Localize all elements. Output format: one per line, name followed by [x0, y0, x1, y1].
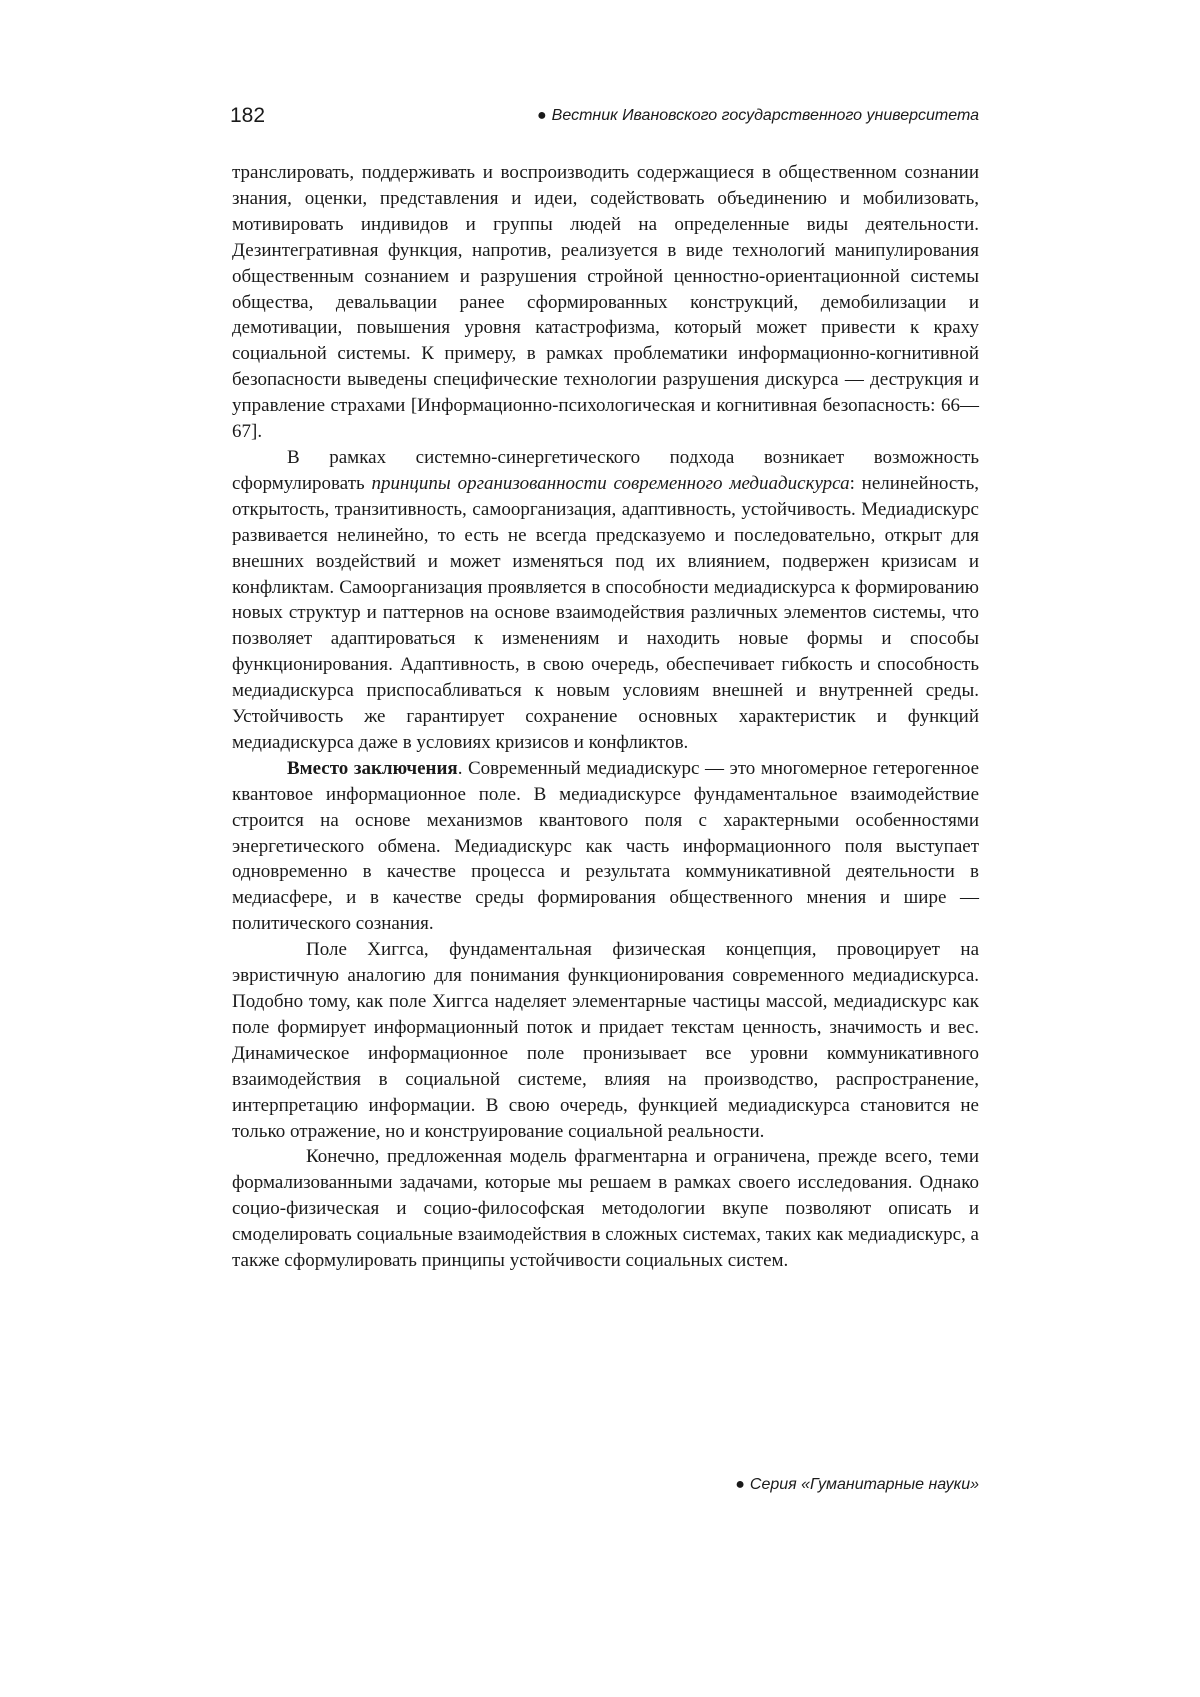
- running-foot: [470, 1475, 979, 1495]
- paragraph-2: [232, 445, 979, 756]
- paragraph-3: [232, 756, 979, 937]
- paragraph-2-intro: В рамках системно-синергетического подхода возникает возможность сформулировать: [232, 446, 979, 494]
- paragraph-4: Поле Хиггса, фундаментальная физическая концепция, провоцирует на эвристичную аналогию для понимания функционирования современного медиадискурса. Подобно тому, как поле Хиггса наделяет элементарные частицы массой, медиадискурс как поле формирует информационный поток и придает текстам ценность, значимость и вес. Динамическое информационное поле пронизывает все уровни коммуникативного взаимодействия в социальной системе, влияя на производство, распространение, интерпретацию информации. В свою очередь, функцией медиадискурса становится не только отражение, но и конструирование социальной реальности.: [232, 939, 979, 1142]
- bullet-icon: ●: [537, 107, 547, 124]
- article-body: [232, 160, 979, 1274]
- series-title: Серия «Гуманитарные науки»: [749, 1476, 979, 1493]
- paragraph-1: транслировать, поддерживать и воспроизводить содержащиеся в общественном сознании знания, оценки, представления и идеи, содействовать объединению и мобилизовать, мотивировать индивидов и группы людей на определенные виды деятельности. Дезинтегративная функция, напротив, реализуется в виде технологий манипулирования общественным сознанием и разрушения стройной ценностно-ориентационной системы общества, девальвации ранее сформированных конструкций, демобилизации и демотивации, повышения уровня катастрофизма, который может привести к краху социальной системы. К примеру, в рамках проблематики информационно-когнитивной безопасности выведены специфические технологии разрушения дискурса — деструкция и управление страхами [Информационно-психологическая и когнитивная безопасность: 66—67].: [232, 162, 979, 443]
- paragraph-3-text: . Современный медиадискурс — это многомерное гетерогенное квантовое информационное поле. В медиадискурсе фундаментальное взаимодействие строится на основе механизмов квантового поля с характерными особенностями энергетического обмена. Медиадискурс как часть информационного поля выступает одновременно в качестве процесса и результата коммуникативной деятельности в медиасфере, и в качестве среды формирования общественного мнения и шире — политического сознания.: [232, 757, 979, 935]
- paragraph-5: Конечно, предложенная модель фрагментарна и ограничена, прежде всего, теми формализованными задачами, которые мы решаем в рамках своего исследования. Однако социо-физическая и социо-философская методологии вкупе позволяют описать и смоделировать социальные взаимодействия в сложных системах, таких как медиадискурс, а также сформулировать принципы устойчивости социальных систем.: [232, 1146, 979, 1272]
- paragraph-2-text: : нелинейность, открытость, транзитивность, самоорганизация, адаптивность, устойчивость. Медиадискурс развивается нелинейно, то есть не всегда предсказуемо и последовательно, открыт для внешних воздействий и может изменяться под их влиянием, подвержен кризисам и конфликтам. Самоорганизация проявляется в способности медиадискурса к формированию новых структур и паттернов на основе взаимодействия различных элементов системы, что позволяет адаптироваться к изменениям и находить новые формы и способы функционирования. Адаптивность, в свою очередь, обеспечивает гибкость и способность медиадискурса приспосабливаться к новым условиям внешней и внутренней среды. Устойчивость же гарантирует сохранение основных характеристик и функций медиадискурса даже в условиях кризисов и конфликтов.: [232, 472, 979, 753]
- italic-term: принципы организованности современного медиадискурса: [371, 472, 850, 494]
- bullet-icon: ●: [735, 1476, 745, 1493]
- page-number: 182: [230, 104, 266, 127]
- journal-title: Вестник Ивановского государственного университета: [551, 107, 979, 124]
- running-head: [470, 106, 979, 126]
- conclusion-heading: Вместо заключения: [287, 757, 458, 779]
